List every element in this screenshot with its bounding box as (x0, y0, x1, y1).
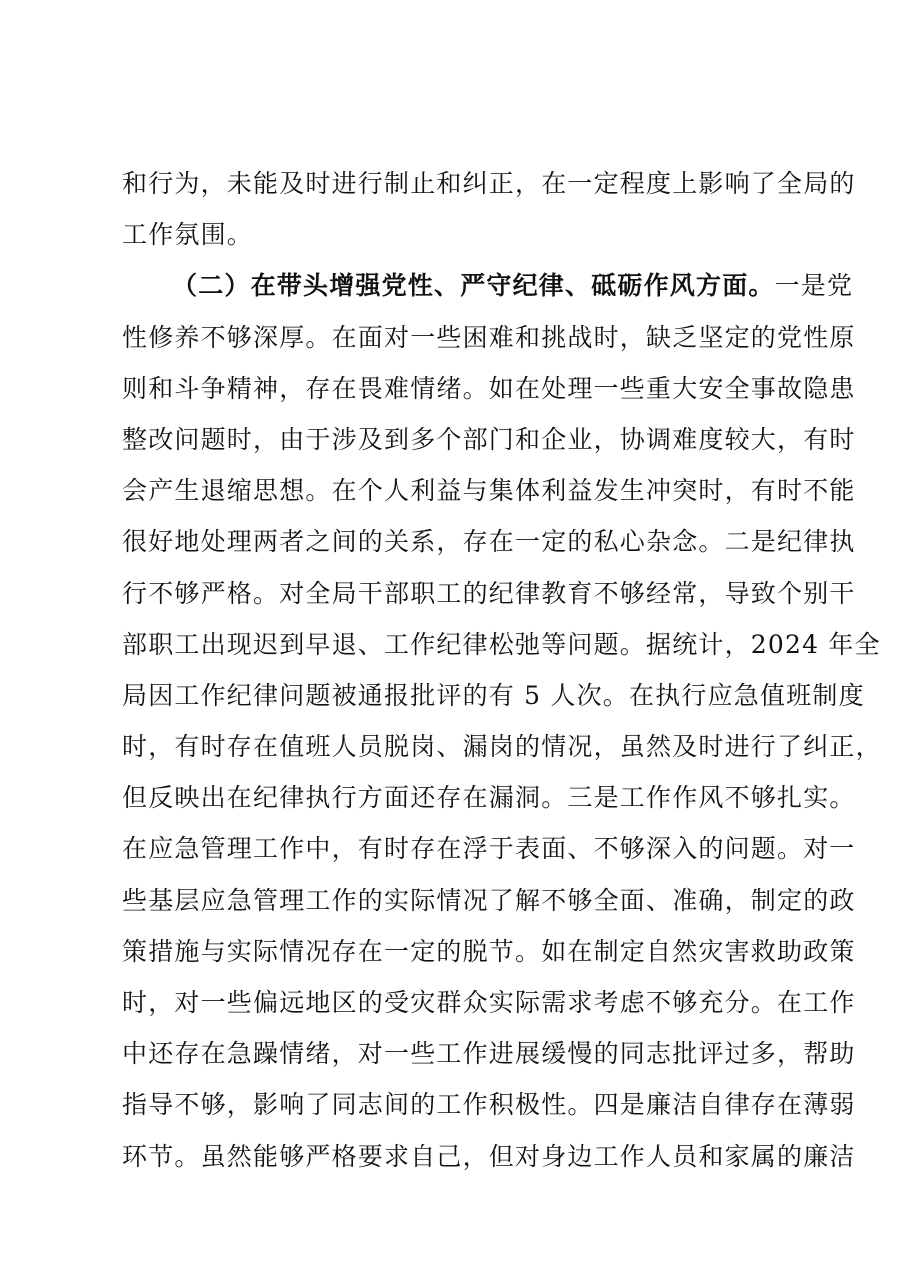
text-line: 整改问题时，由于涉及到多个部门和企业，协调难度较大，有时 (122, 424, 856, 454)
section-heading-line (122, 260, 854, 311)
text-line: 但反映出在纪律执行方面还存在漏洞。三是工作作风不够扎实。 (122, 783, 856, 813)
section-heading: （二）在带头增强党性、严守纪律、砥砺作风方面。 (172, 271, 775, 301)
text-line: 会产生退缩思想。在个人利益与集体利益发生冲突时，有时不能 (122, 476, 856, 506)
text-line: 策措施与实际情况存在一定的脱节。如在制定自然灾害救助政策 (122, 936, 856, 966)
body-text (122, 158, 882, 1182)
text-line: 环节。虽然能够严格要求自己，但对身边工作人员和家属的廉洁 (122, 1141, 856, 1171)
text-line: 时，有时存在值班人员脱岗、漏岗的情况，虽然及时进行了纠正， (122, 732, 882, 762)
text-line: 中还存在急躁情绪，对一些工作进展缓慢的同志批评过多，帮助 (122, 1039, 856, 1069)
text-line: 则和斗争精神，存在畏难情绪。如在处理一些重大安全事故隐患 (122, 373, 856, 403)
text-line: 部职工出现迟到早退、工作纪律松弛等问题。据统计，2024 年全 (122, 629, 881, 659)
text-line: 些基层应急管理工作的实际情况了解不够全面、准确，制定的政 (122, 885, 856, 915)
text-line: 性修养不够深厚。在面对一些困难和挑战时，缺乏坚定的党性原 (122, 322, 856, 352)
text-line: 指导不够，影响了同志间的工作积极性。四是廉洁自律存在薄弱 (122, 1090, 856, 1120)
text-line: 时，对一些偏远地区的受灾群众实际需求考虑不够充分。在工作 (122, 988, 856, 1017)
text-line: 工作氛围。 (122, 220, 254, 250)
text-line: 在应急管理工作中，有时存在浮于表面、不够深入的问题。对一 (122, 834, 856, 864)
text-line: 很好地处理两者之间的关系，存在一定的私心杂念。二是纪律执 (122, 527, 856, 557)
text-line: 和行为，未能及时进行制止和纠正，在一定程度上影响了全局的 (122, 169, 856, 198)
text-line: 局因工作纪律问题被通报批评的有 5 人次。在执行应急值班制度 (122, 680, 865, 710)
text-line: 行不够严格。对全局干部职工的纪律教育不够经常，导致个别干 (122, 578, 856, 608)
section-heading-tail: 一是党 (774, 271, 854, 301)
